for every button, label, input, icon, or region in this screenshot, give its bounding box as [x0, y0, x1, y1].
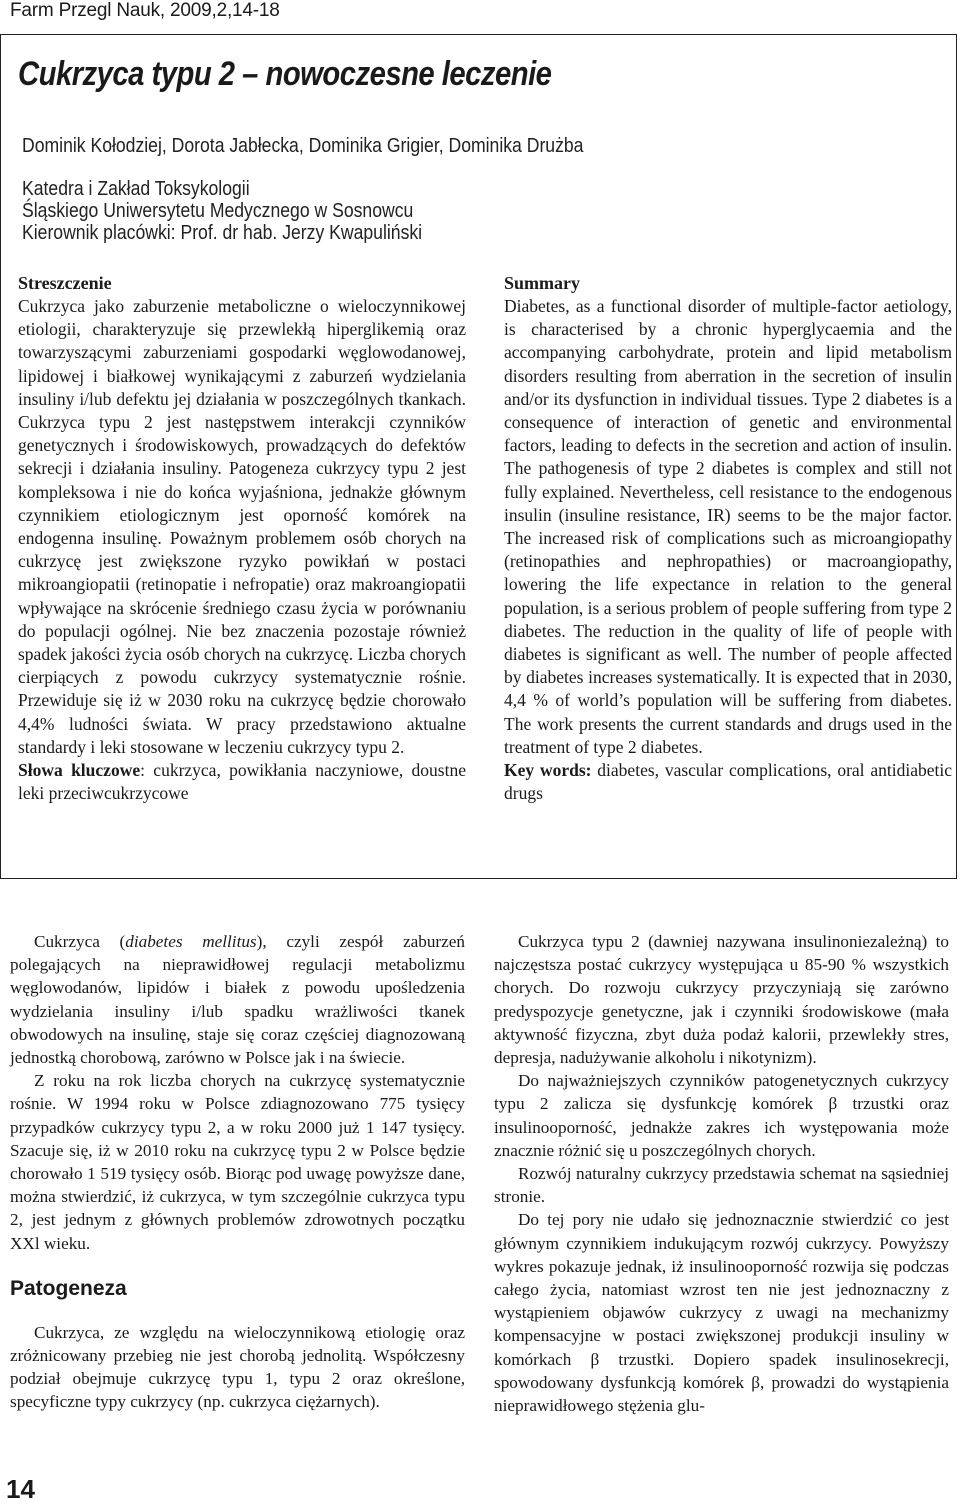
abstract-heading: Summary	[504, 273, 580, 293]
paragraph	[10, 930, 465, 1069]
paragraph: Z roku na rok liczba chorych na cukrzycę systematycznie rośnie. W 1994 roku w Polsce zdiagnozowano 775 tysięcy przypadków cukrzycy typu 2, a w roku 2000 już 1 147 tysięcy. Szacuje się, iż w 2010 roku na cukrzycę typu 2 w Polsce będzie chorowało 1 519 tysięcy osób. Biorąc pod uwagę powyższe dane, można stwierdzić, iż cukrzyca, w tym szczególnie cukrzyca typu 2, jest jednym z głównych problemów zdrowotnych początku XXl wieku.	[10, 1071, 465, 1253]
keywords	[18, 759, 466, 805]
journal-citation: Farm Przegl Nauk, 2009,2,14-18	[10, 0, 280, 21]
affiliation-line: Kierownik placówki: Prof. dr hab. Jerzy Kwapuliński	[22, 222, 423, 244]
latin-term: diabetes mellitus	[125, 932, 257, 951]
section-heading: Patogeneza	[10, 1276, 127, 1300]
paragraph: Cukrzyca typu 2 (dawniej nazywana insulinoniezależną) to najczęstsza postać cukrzycy występująca u 85-90 % wszystkich chorych. Do rozwoju cukrzycy przyczyniają się zarówno predyspozycje genetyczne, jak i czynniki środowiskowe (mała aktywność fizyczna, zbyt duża podaż kalorii, przewlekły stres, depresja, nadużywanie alkoholu i nikotynizm).	[494, 932, 949, 1068]
affiliation-line: Śląskiego Uniwersytetu Medycznego w Sosnowcu	[22, 200, 414, 222]
body-column-right	[494, 930, 949, 1417]
abstract-text: Diabetes, as a functional disorder of multiple-factor aetiology, is characterised by a chronic hyperglycaemia and the accompanying carbohydrate, protein and lipid metabolism disorders resulting from aberration in the secretion of insulin and/or its dysfunction in individual tissues. Type 2 diabetes is a consequence of interaction of genetic and environmental factors, leading to defects in the secretion and action of insulin. The pathogenesis of type 2 diabetes is complex and still not fully explained. Nevertheless, cell resistance to the endogenous insulin (insuline resistance, IR) seems to be the major factor. The increased risk of complications such as microangiopathy (retinopathies and nephropathies) or macroangiopathy, lowering the life expectance in relation to the general population, is a serious problem of people suffering from type 2 diabetes. The reduction in the quality of life of people with diabetes is significant as well. The number of people affected by diabetes increases systematically. It is expected that in 2030, 4,4 % of world’s population will be suffering from diabetes. The work presents the current standards and drugs used in the treatment of type 2 diabetes.	[504, 296, 952, 757]
abstract-heading: Streszczenie	[18, 273, 112, 293]
affiliation-line: Katedra i Zakład Toksykologii	[22, 178, 250, 200]
keywords-label: Słowa kluczowe	[18, 760, 141, 781]
page-number: 14	[6, 1474, 35, 1504]
article-authors: Dominik Kołodziej, Dorota Jabłecka, Dominika Grigier, Dominika Drużba	[22, 135, 584, 157]
paragraph: Do tej pory nie udało się jednoznacznie stwierdzić co jest głównym czynnikiem indukującym rozwój cukrzycy. Powyższy wykres pokazuje jednak, iż insulinooporność rozwija się podczas całego życia, natomiast wzrost ten nie jest jednoznaczny z wystąpieniem objawów cukrzycy z uwagi na mechanizmy kompensacyjne w postaci zwiększonej produkcji insuliny w komórkach β trzustki. Dopiero spadek insulinosekrecji, spowodowany dysfunkcją komórek β, prowadzi do wystąpienia nieprawidłowego stężenia glu-	[494, 1210, 949, 1416]
affiliation	[22, 178, 422, 244]
abstract-text: Cukrzyca jako zaburzenie metaboliczne o wieloczynnikowej etiologii, charakteryzuje się przewlekłą hiperglikemią oraz towarzyszącymi zaburzeniami gospodarki węglowodanowej, lipidowej i białkowej wynikającymi z zaburzeń wydzielania insuliny i/lub defektu jej działania w poszczególnych tkankach. Cukrzyca typu 2 jest następstwem interakcji czynników genetycznych i środowiskowych, prowadzących do defektów sekrecji i działania insuliny. Patogeneza cukrzycy typu 2 jest kompleksowa i nie do końca wyjaśniona, jednakże głównym czynnikiem etiologicznym jest oporność komórek na endogenna insulinę. Poważnym problemem osób chorych na cukrzycę jest zwiększone ryzyko powikłań w postaci mikroangiopatii (retinopatie i nefropatie) oraz makroangiopatii wpływające na skrócenie średniego czasu życia w porównaniu do populacji ogólnej. Nie bez znaczenia pozostaje również spadek jakości życia osób chorych na cukrzycę. Liczba chorych cierpiących z powodu cukrzycy systematycznie rośnie. Przewiduje się iż w 2030 roku na cukrzycę będzie chorowało 4,4% ludności świata. W pracy przedstawiono aktualne standardy i leki stosowane w leczeniu cukrzycy typu 2.	[18, 296, 466, 757]
paragraph: Cukrzyca, ze względu na wieloczynnikową etiologię oraz zróżnicowany przebieg nie jest chorobą jednolitą. Współczesny podział obejmuje cukrzycę typu 1, typu 2 oraz określone, specyficzne typy cukrzycy (np. cukrzyca ciężarnych).	[10, 1322, 465, 1412]
abstract-english	[504, 272, 952, 805]
text-run: ), czyli zespół zaburzeń polegających na nieprawidłowej regulacji metabolizmu węglowodanów, lipidów i białek z powodu upośledzenia wydzielania insuliny i/lub spadku wrażliwości tkanek obwodowych na insulinę, staje się coraz częściej diagnozowaną jednostką chorobową, zarówno w Polsce jak i na świecie.	[10, 932, 465, 1068]
text-run: Cukrzyca (	[34, 932, 126, 951]
body-column-left	[10, 930, 465, 1414]
article-title: Cukrzyca typu 2 – nowoczesne leczenie	[18, 55, 552, 93]
keywords-label: Key words:	[504, 760, 592, 781]
keywords-text: diabetes, vascular complications, oral antidiabetic drugs	[504, 760, 952, 804]
paragraph: Rozwój naturalny cukrzycy przedstawia schemat na sąsiedniej stronie.	[494, 1164, 949, 1207]
abstract-polish	[18, 272, 466, 805]
paragraph: Do najważniejszych czynników patogenetycznych cukrzycy typu 2 zalicza się dysfunkcję komórek β trzustki oraz insulinooporność, jednakże zakres ich występowania może znacznie różnić się u poszczególnych chorych.	[494, 1071, 949, 1160]
keywords-text: : cukrzyca, powikłania naczyniowe, doustne leki przeciwcukrzycowe	[18, 760, 466, 804]
keywords	[504, 759, 952, 805]
